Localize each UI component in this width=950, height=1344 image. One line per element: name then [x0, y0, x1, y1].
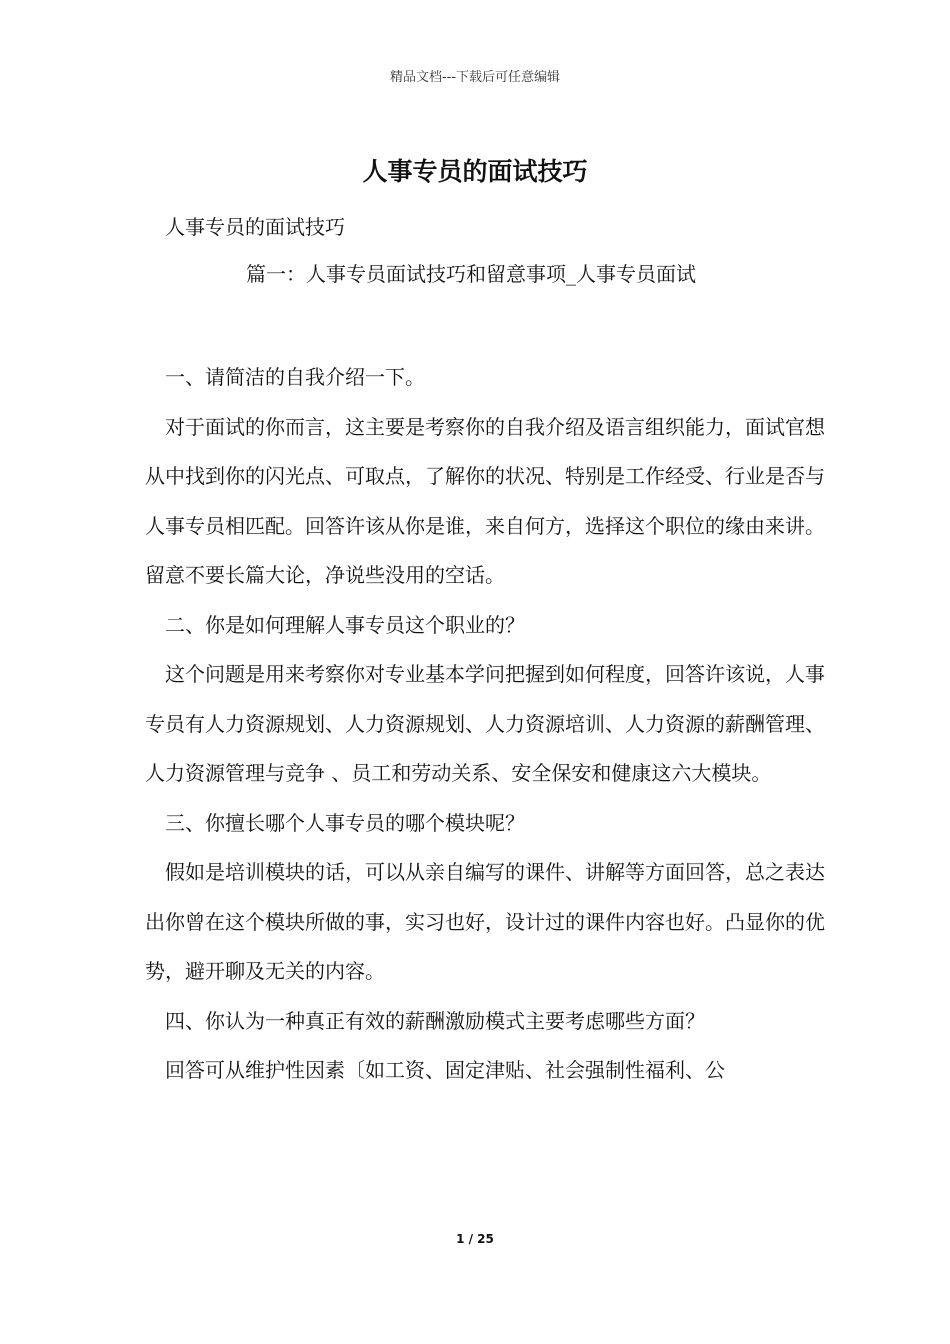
document-title: 人事专员的面试技巧: [362, 157, 588, 186]
answer-paragraph: 回答可从维护性因素〔如工资、固定津贴、社会强制性福利、公: [165, 1058, 725, 1082]
question-paragraph: 三、你擅长哪个人事专员的哪个模块呢？: [165, 810, 525, 835]
document-subtitle: 人事专员的面试技巧: [165, 215, 345, 239]
question-paragraph: 一、请简洁的自我介绍一下。: [165, 365, 425, 389]
document-body: [145, 353, 825, 1096]
section-heading: 篇一：人事专员面试技巧和留意事项_人事专员面试: [246, 262, 696, 286]
question-paragraph: 四、你认为一种真正有效的薪酬激励模式主要考虑哪些方面？: [165, 1008, 705, 1033]
answer-paragraph: 这个问题是用来考察你对专业基本学问把握到如何程度，回答许该说，人事专员有人力资源规划、人力资源规划、人力资源培训、人力资源的薪酬管理、人力资源管理与竞争 、员工和劳动关系、安全保安和健康这六大模块。: [145, 662, 825, 785]
question-paragraph: 二、你是如何理解人事专员这个职业的？: [165, 612, 525, 637]
answer-paragraph: 对于面试的你而言，这主要是考察你的自我介绍及语言组织能力，面试官想从中找到你的闪光点、可取点，了解你的状况、特别是工作经受、行业是否与人事专员相匹配。回答许该从你是谁，来自何方，选择这个职位的缘由来讲。留意不要长篇大论，净说些没用的空话。: [145, 414, 825, 587]
header-note: 精品文档---下载后可任意编辑: [389, 70, 561, 85]
answer-paragraph: 假如是培训模块的话，可以从亲自编写的课件、讲解等方面回答，总之表达出你曾在这个模块所做的事，实习也好，设计过的课件内容也好。凸显你的优势，避开聊及无关的内容。: [145, 860, 825, 983]
page-number: 1 / 25: [456, 1232, 494, 1246]
